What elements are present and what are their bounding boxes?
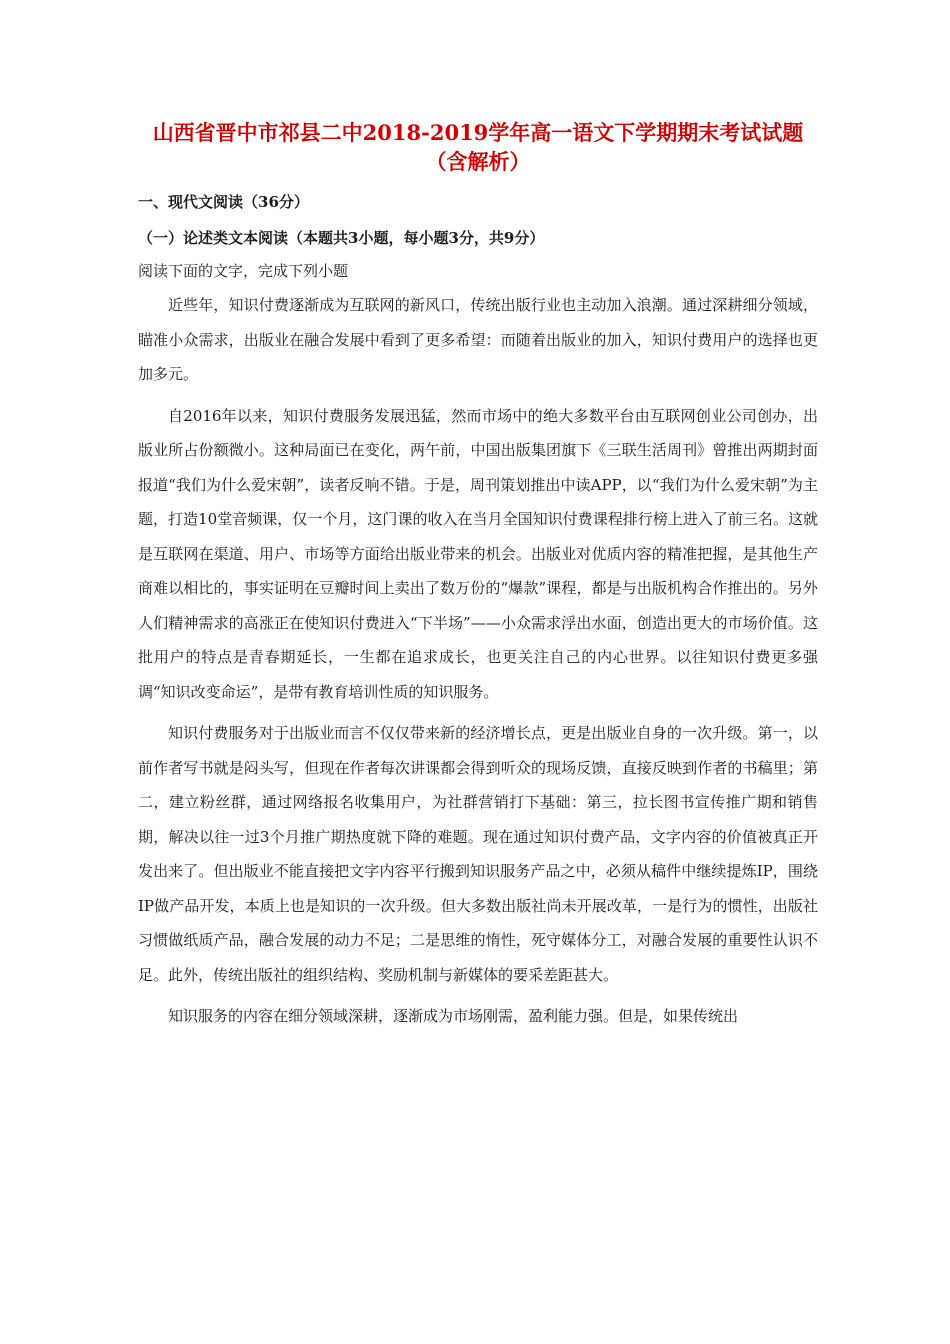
reading-instruction: 阅读下面的文字，完成下列小题 xyxy=(138,262,349,280)
paragraph-4: 知识服务的内容在细分领域深耕，逐渐成为市场刚需，盈利能力强。但是，如果传统出 xyxy=(168,1007,739,1025)
document-body xyxy=(138,118,818,1034)
section-heading: 一、现代文阅读（36分） xyxy=(138,193,309,211)
title-line-1: 山西省晋中市祁县二中2018-2019学年高一语文下学期期末考试试题 xyxy=(152,120,804,145)
paragraph-1: 近些年，知识付费逐渐成为互联网的新风口，传统出版行业也主动加入浪潮。通过深耕细分领域，瞄准小众需求，出版业在融合发展中看到了更多希望：而随着出版业的加入，知识付费用户的选择也更加多元。 xyxy=(138,296,818,383)
paragraph-3: 知识付费服务对于出版业而言不仅仅带来新的经济增长点，更是出版业自身的一次升级。第一，以前作者写书就是闷头写，但现在作者每次讲课都会得到听众的现场反馈，直接反映到作者的书稿里；第二，建立粉丝群，通过网络报名收集用户，为社群营销打下基础：第三，拉长图书宣传推广期和销售期，解决以往一过3个月推广期热度就下降的难题。现在通过知识付费产品，文字内容的价值被真正开发出来了。但出版业不能直接把文字内容平行搬到知识服务产品之中，必须从稿件中继续提炼IP，围绕IP做产品开发，本质上也是知识的一次升级。但大多数出版社尚未开展改革，一是行为的惯性，出版社习惯做纸质产品，融合发展的动力不足；二是思维的惰性，死守媒体分工，对融合发展的重要性认识不足。此外，传统出版社的组织结构、奖励机制与新媒体的要采差距甚大。 xyxy=(138,724,818,984)
title-line-2: （含解析） xyxy=(425,149,531,174)
document-title xyxy=(138,118,818,176)
subsection-heading: （一）论述类文本阅读（本题共3小题，每小题3分，共9分） xyxy=(138,229,545,247)
paragraph-2: 自2016年以来，知识付费服务发展迅猛，然而市场中的绝大多数平台由互联网创业公司创办，出版业所占份额微小。这种局面已在变化，两午前，中国出版集团旗下《三联生活周刊》曾推出两期封面报道“我们为什么爱宋朝”，读者反响不错。于是，周刊策划推出中读APP，以“我们为什么爱宋朝”为主题，打造10堂音频课，仅一个月，这门课的收入在当月全国知识付费课程排行榜上进入了前三名。这就是互联网在渠道、用户、市场等方面给出版业带来的机会。出版业对优质内容的精准把握，是其他生产商难以相比的，事实证明在豆瓣时间上卖出了数万份的“爆款”课程，都是与出版机构合作推出的。另外人们精神需求的高涨正在使知识付费进入“下半场”——小众需求浮出水面，创造出更大的市场价值。这批用户的特点是青春期延长，一生都在追求成长，也更关注自己的内心世界。以往知识付费更多强调“知识改变命运”，是带有教育培训性质的知识服务。 xyxy=(138,406,818,701)
